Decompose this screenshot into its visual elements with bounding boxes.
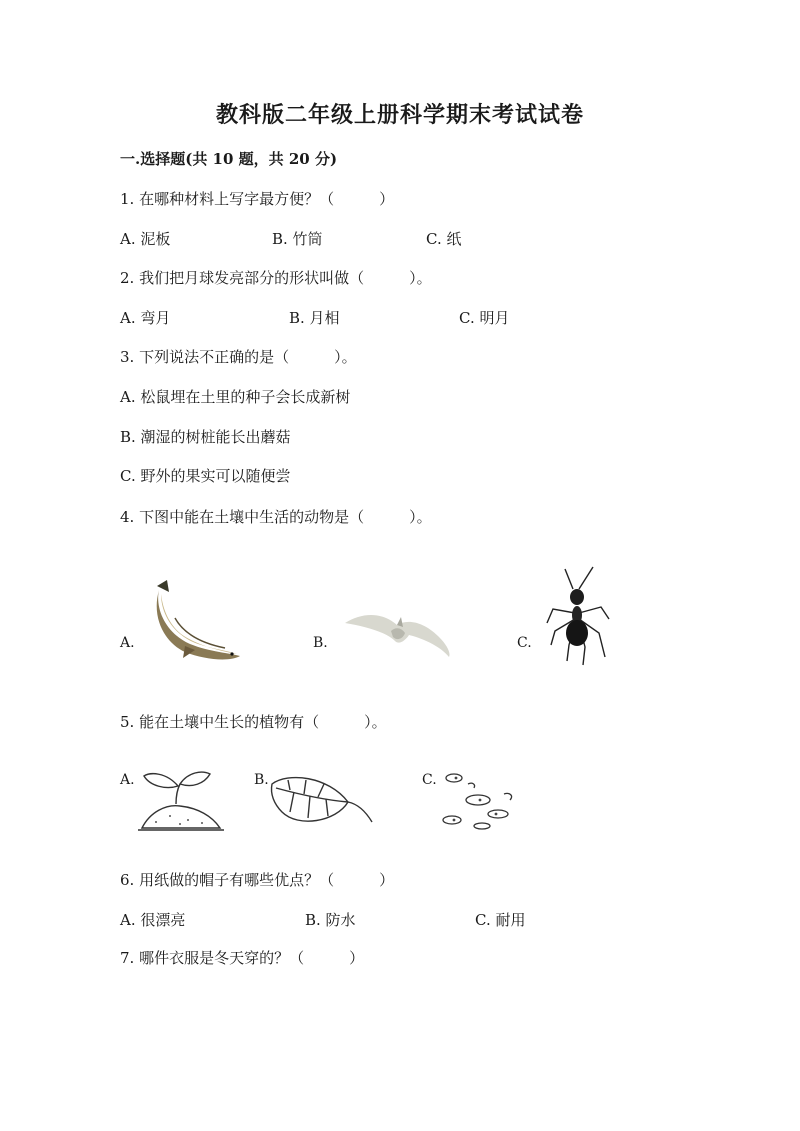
fish-image: [145, 578, 245, 663]
q1-option-c[interactable]: C. 纸: [426, 230, 462, 248]
q6-option-c[interactable]: C. 耐用: [475, 911, 526, 929]
page-title: 教科版二年级上册科学期末考试试卷: [215, 102, 584, 128]
q3-option-c[interactable]: C. 野外的果实可以随便尝: [120, 467, 291, 485]
q5-option-b[interactable]: B.: [254, 772, 269, 788]
question-7: 7. 哪件衣服是冬天穿的？（ ）: [120, 949, 365, 967]
q5-option-c[interactable]: C.: [422, 772, 437, 788]
question-4: 4. 下图中能在土壤中生活的动物是（ ）。: [120, 508, 432, 526]
q3-option-b[interactable]: B. 潮湿的树桩能长出蘑菇: [120, 428, 291, 446]
q1-option-a[interactable]: A. 泥板: [120, 230, 171, 248]
q6-option-a[interactable]: A. 很漂亮: [120, 911, 186, 929]
q4-option-c[interactable]: C.: [517, 635, 532, 651]
q4-option-b[interactable]: B.: [313, 635, 328, 651]
q3-option-a[interactable]: A. 松鼠埋在土里的种子会长成新树: [120, 388, 351, 406]
q6-option-b[interactable]: B. 防水: [305, 911, 356, 929]
question-1: 1. 在哪种材料上写字最方便？（ ）: [120, 190, 395, 208]
q2-option-b[interactable]: B. 月相: [289, 309, 340, 327]
mushroom-sketch: [434, 770, 524, 834]
question-5: 5. 能在土壤中生长的植物有（ ）。: [120, 713, 387, 731]
ant-image: [543, 565, 613, 670]
question-6: 6. 用纸做的帽子有哪些优点？（ ）: [120, 871, 395, 889]
section-heading: 一.选择题(共 10 题，共 20 分): [120, 150, 338, 168]
seedling-sketch: [136, 766, 226, 838]
q2-option-a[interactable]: A. 弯月: [120, 309, 171, 327]
bird-image: [343, 605, 453, 660]
q1-option-b[interactable]: B. 竹筒: [272, 230, 323, 248]
question-3: 3. 下列说法不正确的是（ ）。: [120, 348, 357, 366]
question-2: 2. 我们把月球发亮部分的形状叫做（ ）。: [120, 269, 432, 287]
q2-option-c[interactable]: C. 明月: [459, 309, 510, 327]
leaf-sketch: [268, 772, 374, 832]
q5-option-a[interactable]: A.: [120, 772, 135, 788]
q4-option-a[interactable]: A.: [120, 635, 135, 651]
